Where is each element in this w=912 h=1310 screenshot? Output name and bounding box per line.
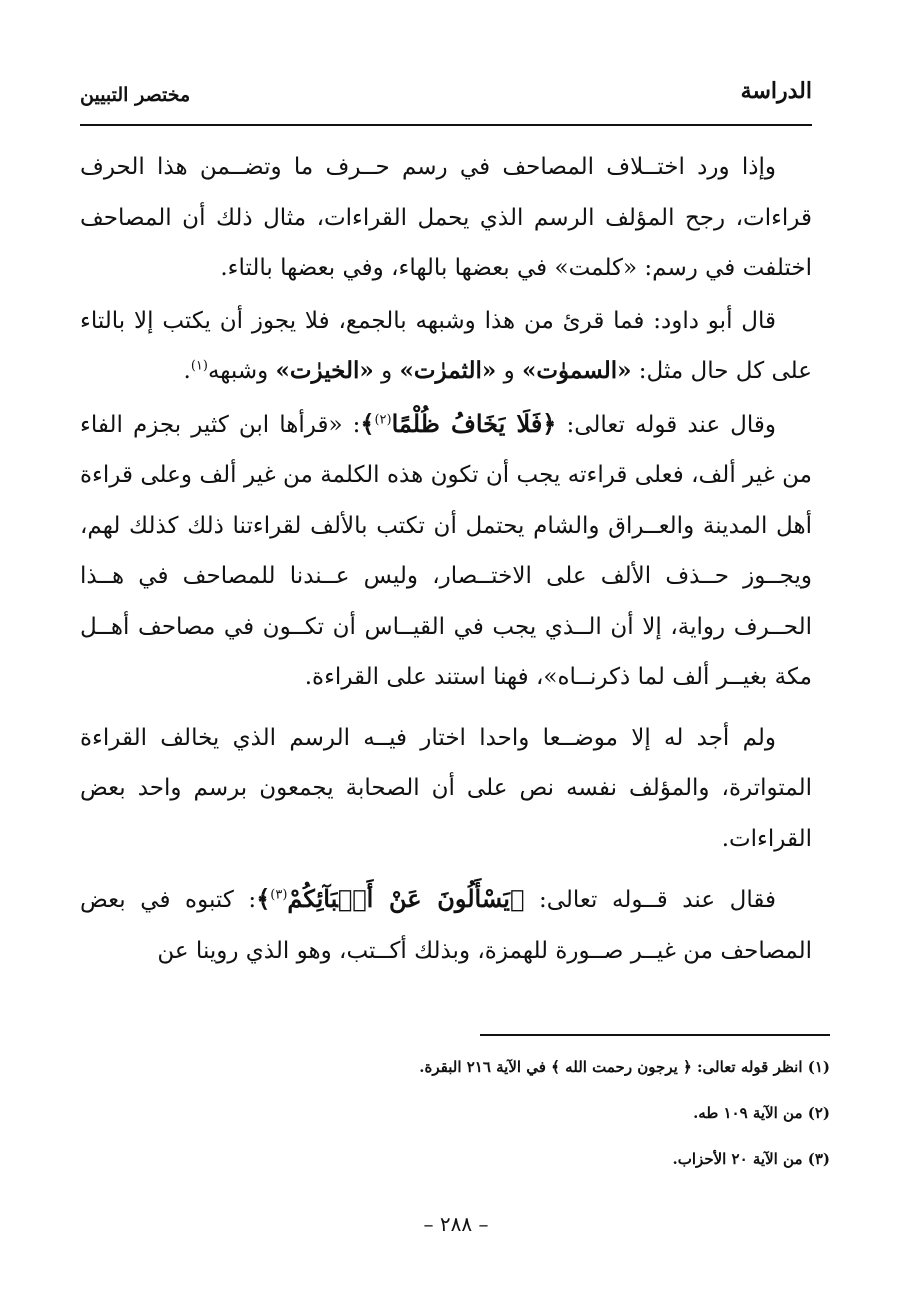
footnote-3: (٣) من الآية ٢٠ الأحزاب. xyxy=(672,1150,830,1168)
footnote-1: (١) انظر قوله تعالى: ﴿ يرجون رحمت الله ﴾ في الآية ٢١٦ البقرة. xyxy=(419,1058,830,1076)
paragraph-3 xyxy=(80,399,812,703)
verse-close-bracket: ﴾ xyxy=(360,408,375,438)
paragraph-2 xyxy=(80,296,812,397)
footnote-2: (٢) من الآية ١٠٩ طه. xyxy=(693,1104,830,1122)
word-samawat: «السموٰت» xyxy=(522,357,632,384)
paragraph-2-text: قال أبو داود: فما قرئ من هذا وشبهه بالجمع، فلا يجوز أن يكتب إلا بالتاء على كل حال مثل: xyxy=(80,307,812,384)
paragraph-1: وإذا ورد اختــلاف المصاحف في رسم حــرف ما وتضــمن هذا الحرف قراءات، رجح المؤلف الرسم الذي يحمل القراءات، مثال ذلك أن المصاحف اختلفت في رسم: «كلمت» في بعضها بالهاء، وفي بعضها بالتاء. xyxy=(80,154,812,281)
verse-close-bracket: ﴾ xyxy=(256,884,271,913)
word-khayrat: «الخيرٰت» xyxy=(275,357,374,384)
running-header xyxy=(80,74,812,118)
paragraph-5 xyxy=(80,874,812,976)
body-text xyxy=(80,142,812,986)
paragraph-2-end: . xyxy=(183,358,191,384)
word-thamarat: «الثمرٰت» xyxy=(399,357,497,384)
quran-verse-taha: ﴿فَلَا يَخَافُ ظُلْمًا xyxy=(391,408,557,438)
footnotes xyxy=(100,1052,830,1190)
book-title: مختصر التبيين xyxy=(80,84,191,106)
section-title: الدراسة xyxy=(740,78,812,104)
paragraph-5-intro: فقال عند قــوله تعالى: xyxy=(524,887,776,913)
footnote-ref-1[interactable]: (١) xyxy=(190,358,208,374)
conjunction-1: و xyxy=(496,358,522,384)
quran-verse-ahzab: ﴿يَسْأَلُونَ عَنْ أَنۢبَآئِكُمْ xyxy=(287,884,525,913)
footnote-ref-2[interactable]: (٢) xyxy=(374,411,392,427)
page-number: – ٢٨٨ – xyxy=(423,1212,489,1236)
paragraph-4: ولم أجد له إلا موضــعا واحدا اختار فيــه الرسم الذي يخالف القراءة المتواترة، والمؤلف نفسه نص على أن الصحابة يجمعون برسم واحد بعض القراءات. xyxy=(80,724,812,852)
header-rule xyxy=(80,124,812,126)
paragraph-3-text: : «قرأها ابن كثير بجزم الفاء من غير ألف، فعلى قراءته يجب أن تكون هذه الكلمة من غير ألف وعلى قراءة أهل المدينة والعــراق والشام يحتمل أن تكتب بالألف لقراءتنا ذلك كذلك لهم، ويجــوز حــذف الألف على الاختــصار، وليس عــندنا للمصاحف في هــذا الحــرف رواية، إلا أن الــذي يجب في القيــاس أن تكــون في مصاحف أهــل مكة بغيــر ألف لما ذكرنــاه»، فهنا استند على القراءة. xyxy=(80,411,812,690)
footnote-rule xyxy=(480,1034,830,1036)
footnote-ref-3[interactable]: (٣) xyxy=(270,887,288,903)
paragraph-3-intro: وقال عند قوله تعالى: xyxy=(556,411,776,438)
conjunction-2: و xyxy=(373,358,400,384)
paragraph-2-tail: وشبهه xyxy=(207,358,276,384)
paragraph-5-text: : كتبوه في بعض المصاحف من غيــر صــورة للهمزة، وبذلك أكــتب، وهو الذي روينا عن xyxy=(80,887,812,964)
